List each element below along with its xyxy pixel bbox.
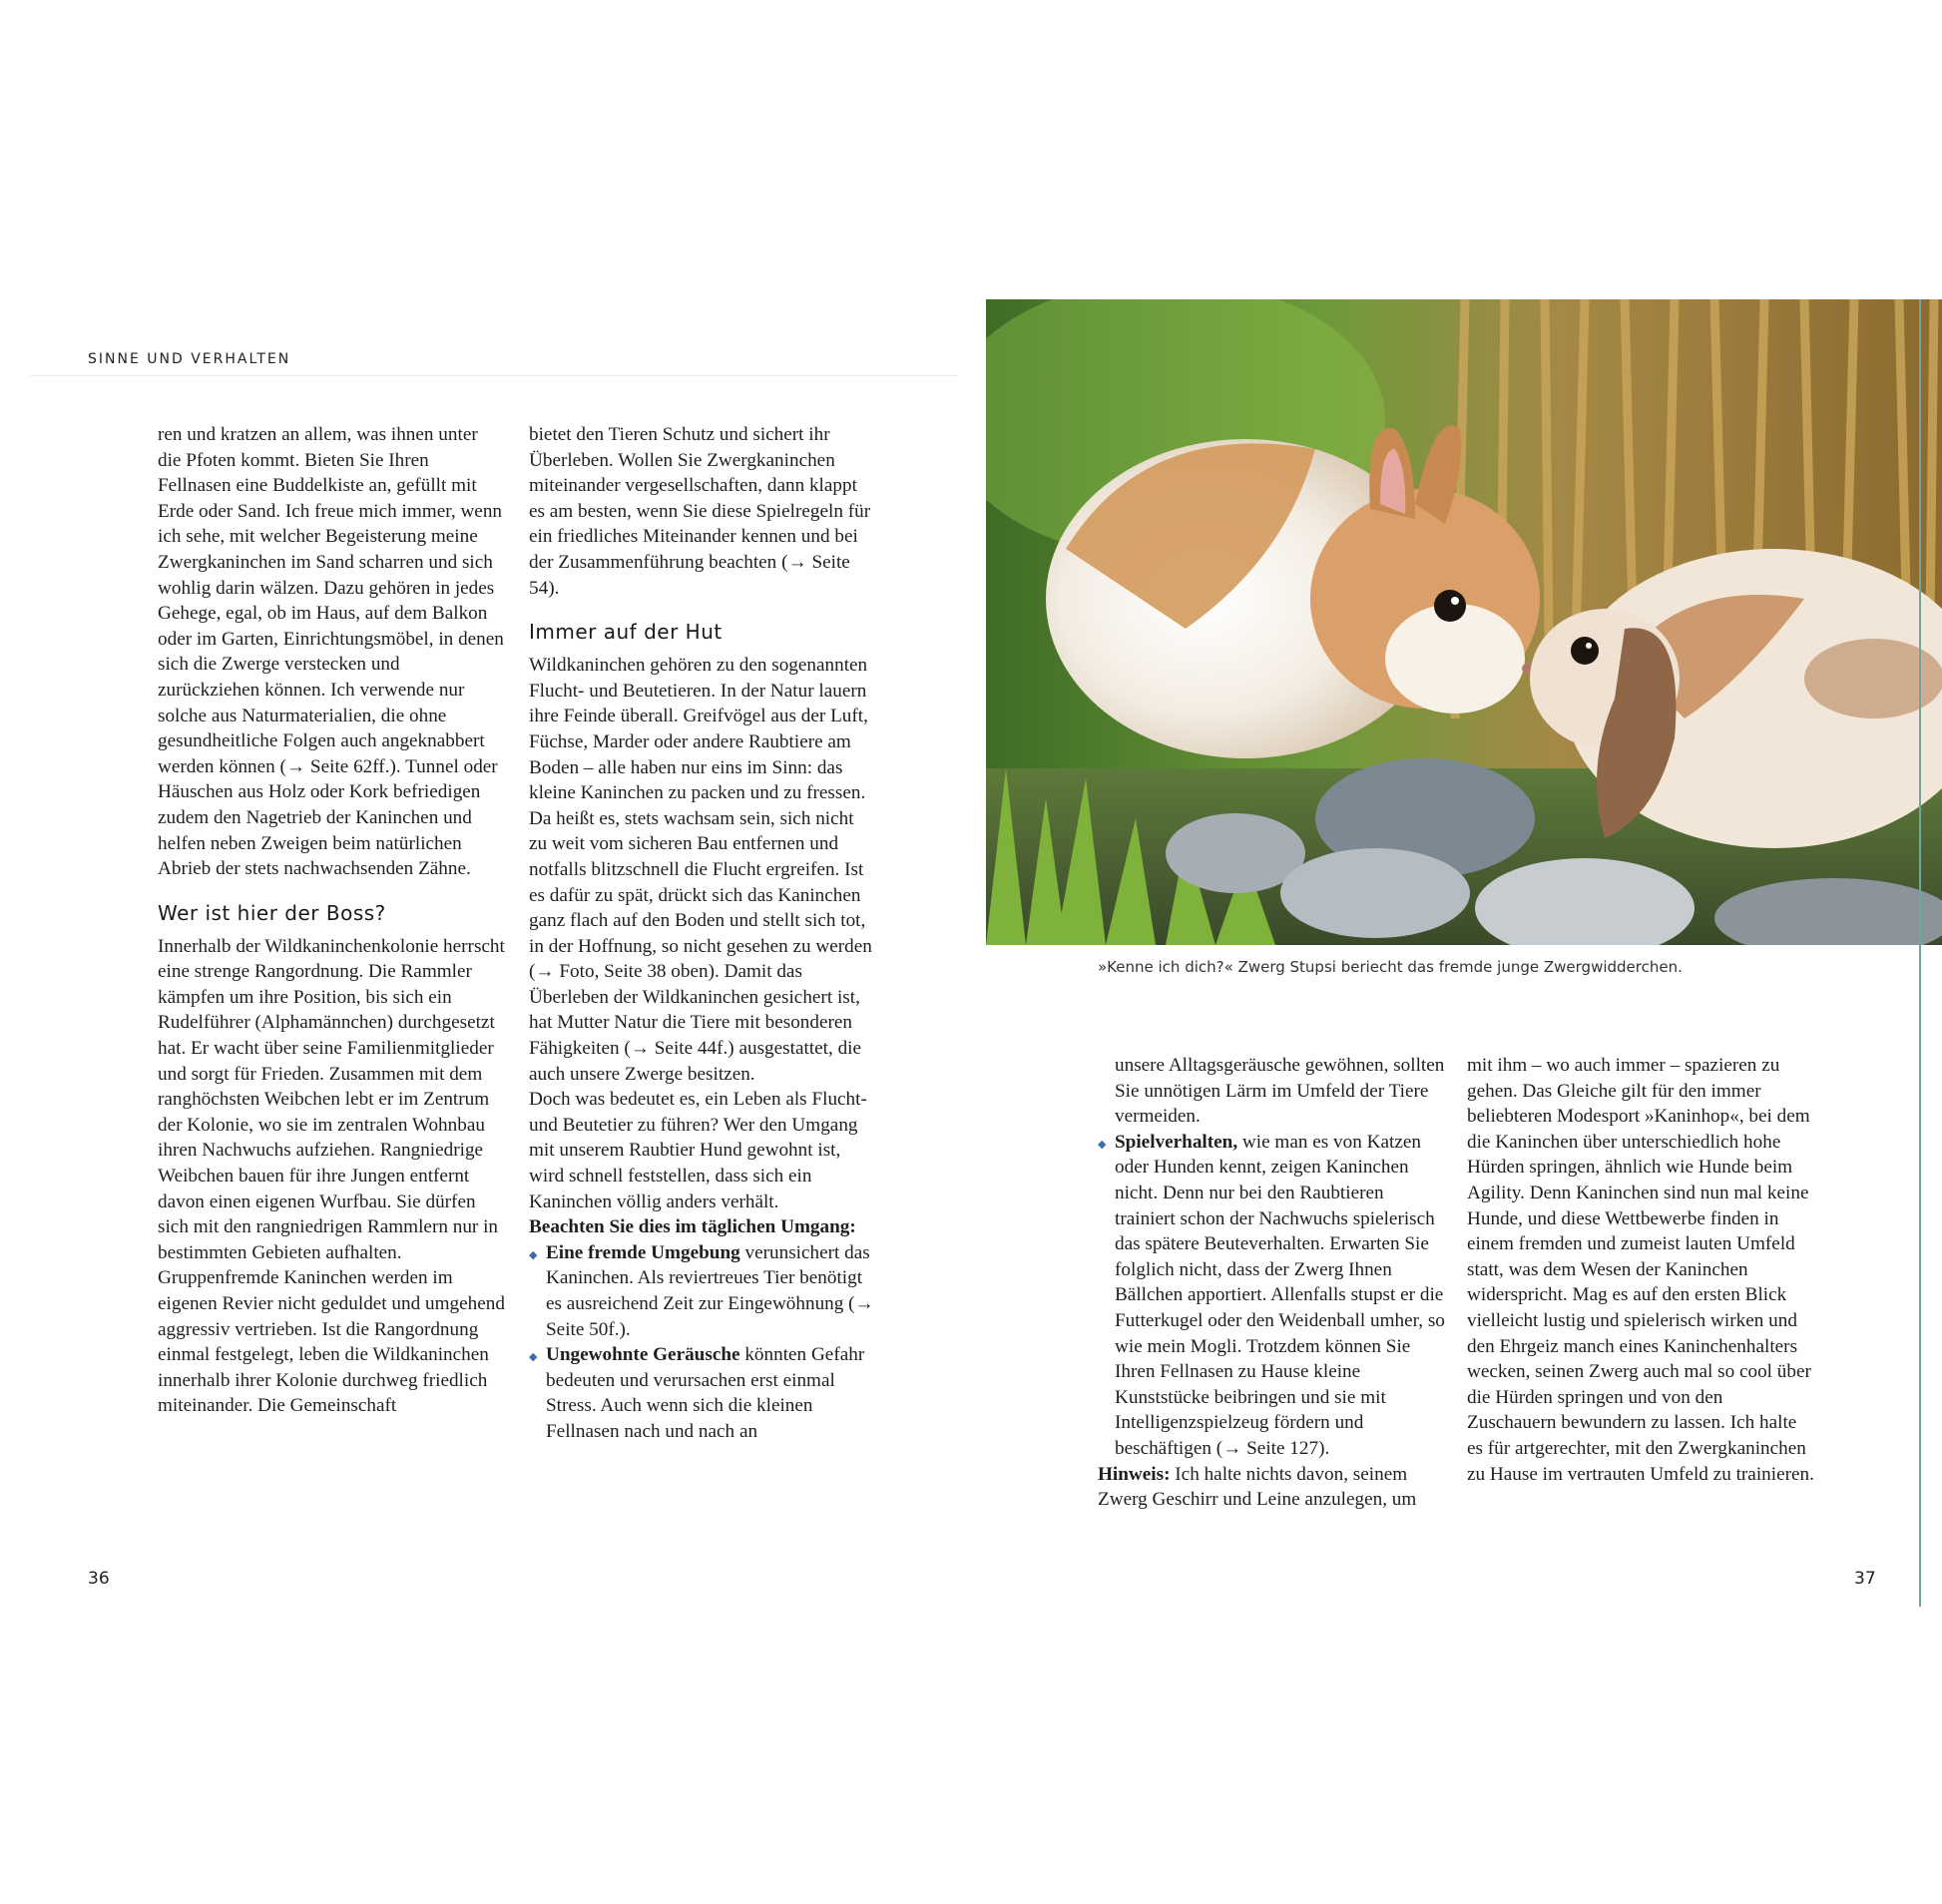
bullet-term: Spielverhalten,	[1115, 1131, 1238, 1153]
section-label: SINNE UND VERHALTEN	[88, 351, 291, 367]
text-column-3	[1098, 1053, 1445, 1513]
paragraph: Doch was bedeutet es, ein Leben als Flucht- und Beutetier zu führen? Wer den Umgang mit unserem Raubtier Hund gewohnt ist, wird schnell feststellen, dass sich ein Kaninchen völlig anders verhält.	[529, 1089, 867, 1212]
paragraph: Innerhalb der Wildkaninchenkolonie herrscht eine strenge Rangordnung. Die Rammler kämpfen um ihre Position, bis sich ein Rudelführer (Alphamännchen) durchgesetzt hat. Er wacht über seine Familienmitglieder und sorgt für Frieden. Zusammen mit dem ranghöchsten Weibchen lebt er im Zentrum der Kolonie, wo sie im zentralen Wohnbau ihren Nachwuchs aufziehen. Rangniedrige Weibchen bauen für ihre Jungen entfernt davon einen eigenen Wurfbau. Sie dürfen sich mit den rangniedrigen Rammlern nur in bestimmten Gebieten aufhalten. Gruppenfremde Kaninchen werden im eigenen Revier nicht geduldet und umgehend aggressiv vertrieben. Ist die Rangordnung einmal festgelegt, leben die Wildkaninchen innerhalb ihrer Kolonie durchweg friedlich miteinander. Die Gemeinschaft	[158, 935, 505, 1417]
bullet-item	[1098, 1130, 1445, 1462]
bullet-term: Ungewohnte Geräusche	[546, 1344, 740, 1366]
section-heading: Immer auf der Hut	[529, 620, 723, 645]
bullet-text: wie man es von Katzen oder Hunden kennt, zeigen Kaninchen nicht. Denn nur bei den Raubtieren trainiert schon der Nachwuchs spielerisch das spätere Beuteverhalten. Erwarten Sie folglich nicht, dass der Zwerg Ihnen Bällchen apportiert. Allenfalls stupst er die Futterkugel oder den Weidenball umher, so wie mein Mogli. Trotzdem können Sie Ihren Fellnasen zu Hause kleine Kunststücke beibringen und sie mit Intelligenzspielzeug fördern und beschäftigen (→ Seite 127).	[1115, 1131, 1445, 1459]
note-label: Hinweis:	[1098, 1463, 1171, 1485]
bullet-term: Eine fremde Umgebung	[546, 1241, 740, 1263]
bullet-text: könnten Gefahr bedeuten und verursachen erst einmal Stress. Auch wenn sich die kleinen Fellnasen nach und nach an	[546, 1344, 865, 1442]
bullet-item	[529, 1240, 876, 1342]
paragraph: unsere Alltagsgeräusche gewöhnen, sollten Sie unnötigen Lärm im Umfeld der Tiere vermeiden.	[1115, 1055, 1445, 1128]
paragraph: bietet den Tieren Schutz und sichert ihr Überleben. Wollen Sie Zwergkaninchen miteinander vergesellschaften, dann klappt es am besten, wenn Sie diese Spielregeln für ein friedliches Miteinander kennen und bei der Zusammenführung beachten (→ Seite 54).	[529, 424, 871, 599]
text-column-2	[529, 422, 876, 1445]
paragraph: Wildkaninchen gehören zu den sogenannten Flucht- und Beutetieren. In der Natur lauern ihre Feinde überall. Greifvögel aus der Luft, Füchse, Marder oder andere Raubtiere am Boden – alle haben nur eins im Sinn: das kleine Kaninchen zu packen und zu fressen. Da heißt es, stets wachsam sein, sich nicht zu weit vom sicheren Bau entfernen und notfalls blitzschnell die Flucht ergreifen. Ist es dafür zu spät, drückt sich das Kaninchen ganz flach auf den Boden und stellt sich tot, in der Hoffnung, so nicht gesehen zu werden (→ Foto, Seite 38 oben). Damit das Überleben der Wildkaninchen gesichert ist, hat Mutter Natur die Tiere mit besonderen Fähigkeiten (→ Seite 44f.) ausgestattet, die auch unsere Zwerge besitzen.	[529, 655, 872, 1085]
paragraph: ren und kratzen an allem, was ihnen unter die Pfoten kommt. Bieten Sie Ihren Fellnasen eine Buddelkiste an, gefüllt mit Erde oder Sand. Ich freue mich immer, wenn ich sehe, mit welcher Begeisterung meine Zwergkaninchen im Sand scharren und sich wohlig darin wälzen. Dazu gehören in jedes Gehege, egal, ob im Haus, auf dem Balkon oder im Garten, Einrichtungsmöbel, in denen sich die Zwerge verstecken und zurückziehen können. Ich verwende nur solche aus Naturmaterialien, die ohne gesundheitliche Folgen auch angeknabbert werden können (→ Seite 62ff.). Tunnel oder Häuschen aus Holz oder Kork befriedigen zudem den Nagetrieb der Kaninchen und helfen neben Zweigen beim natürlichen Abrieb der stets nachwachsenden Zähne.	[158, 424, 504, 880]
note-text: Ich halte nichts davon, seinem Zwerg Geschirr und Leine anzulegen, um	[1098, 1463, 1417, 1511]
rabbits-photo	[986, 299, 1942, 945]
note-paragraph	[1098, 1462, 1445, 1513]
text-column-1	[158, 422, 505, 1419]
page-number-right: 37	[1854, 1569, 1876, 1589]
header-divider	[30, 375, 958, 376]
bullet-text: verunsichert das Kaninchen. Als reviertreues Tier benötigt es ausreichend Zeit zur Eingewöhnung (→ Seite 50f.).	[546, 1241, 874, 1340]
list-lead: Beachten Sie dies im täglichen Umgang:	[529, 1216, 856, 1238]
bullet-item	[529, 1342, 876, 1444]
text-column-4	[1467, 1053, 1816, 1487]
rabbits-photo-illustration	[986, 299, 1942, 945]
page-edge-rule	[1919, 299, 1921, 1607]
page-number-left: 36	[88, 1569, 110, 1589]
photo-caption: »Kenne ich dich?« Zwerg Stupsi beriecht das fremde junge Zwergwidderchen.	[1098, 958, 1683, 976]
section-heading: Wer ist hier der Boss?	[158, 900, 386, 925]
paragraph: mit ihm – wo auch immer – spazieren zu gehen. Das Gleiche gilt für den immer beliebteren Modesport »Kaninhop«, bei dem die Kaninchen über unterschiedlich hohe Hürden springen, ähnlich wie Hunde beim Agility. Denn Kaninchen sind nun mal keine Hunde, und diese Wettbewerbe finden in einem fremden und zumeist lauten Umfeld statt, was dem Wesen der Kaninchen widerspricht. Mag es auf den ersten Blick vielleicht lustig und spielerisch wirken und den Ehrgeiz manch eines Kaninchenhalters wecken, seinen Zwerg auch mal so cool über die Hürden springen und von den Zuschauern bewundern zu lassen. Ich halte es für artgerechter, mit den Zwergkaninchen zu Hause im vertrauten Umfeld zu trainieren.	[1467, 1055, 1814, 1485]
